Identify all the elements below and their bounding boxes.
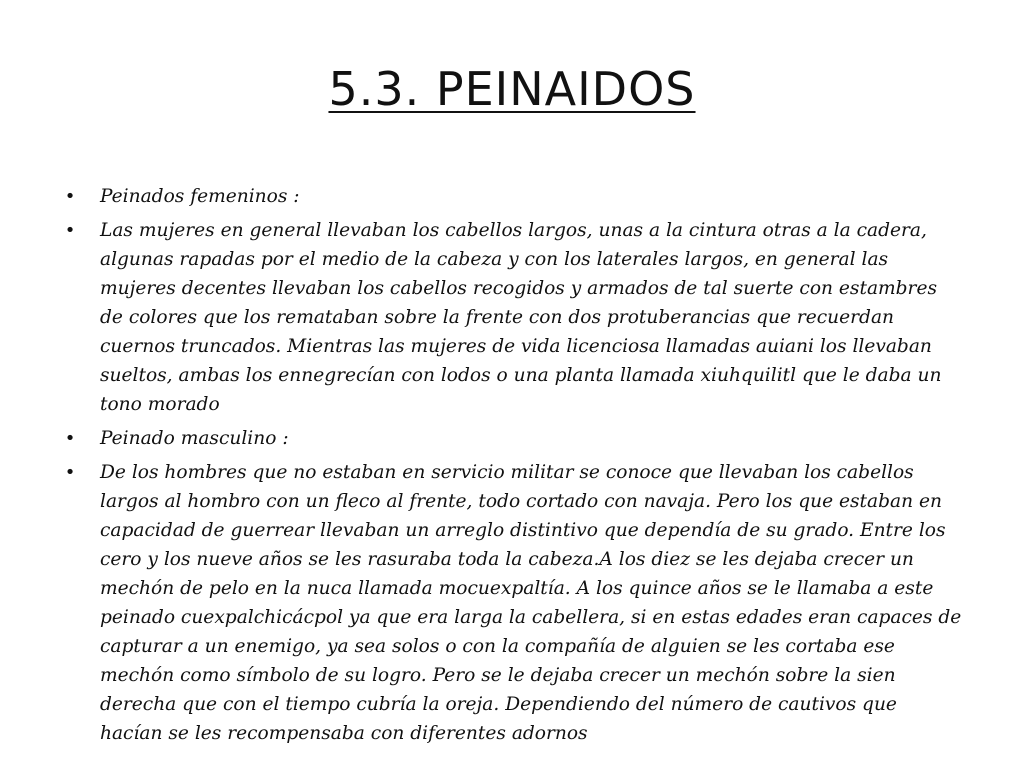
bullet-item-femeninos-heading: [60, 182, 965, 211]
bullet-dot-icon: •: [64, 462, 76, 483]
bullet-dot-icon: •: [64, 220, 76, 241]
bullet-item-femeninos-text: [60, 216, 965, 419]
bullet-item-masculino-heading: [60, 424, 965, 453]
bullet-text: Las mujeres en general llevaban los cabellos largos, unas a la cintura otras a la cadera, algunas rapadas por el medio de la cabeza y con los laterales largos, en general las mujeres decentes llevaban los cabellos recogidos y armados de tal suerte con estambres de colores que los remataban sobre la frente con dos protuberancias que recuerdan cuernos truncados. Mientras las mujeres de vida licenciosa llamadas auiani los llevaban sueltos, ambas los ennegrecían con lodos o una planta llamada xiuhquilitl que le daba un tono morado: [100, 220, 942, 415]
slide-title: 5.3. PEINAIDOS: [328, 62, 696, 116]
bullet-text: Peinado masculino :: [100, 428, 289, 449]
bullet-dot-icon: •: [64, 186, 76, 207]
bullet-text: De los hombres que no estaban en servicio militar se conoce que llevaban los cabellos largos al hombro con un fleco al frente, todo cortado con navaja. Pero los que estaban en capacidad de guerrear llevaban un arreglo distintivo que dependía de su grado. Entre los cero y los nueve años se les rasuraba toda la cabeza.A los diez se les dejaba crecer un mechón de pelo en la nuca llamada mocuexpaltía. A los quince años se le llamaba a este peinado cuexpalchicácpol ya que era larga la cabellera, si en estas edades eran capaces de capturar a un enemigo, ya sea solos o con la compañía de alguien se les cortaba ese mechón como símbolo de su logro. Pero se le dejaba crecer un mechón sobre la sien derecha que con el tiempo cubría la oreja. Dependiendo del número de cautivos que hacían se les recompensaba con diferentes adornos: [100, 462, 962, 744]
bullet-dot-icon: •: [64, 428, 76, 449]
bullet-list: [60, 182, 965, 753]
bullet-text: Peinados femeninos :: [100, 186, 300, 207]
bullet-item-masculino-text: [60, 458, 965, 748]
